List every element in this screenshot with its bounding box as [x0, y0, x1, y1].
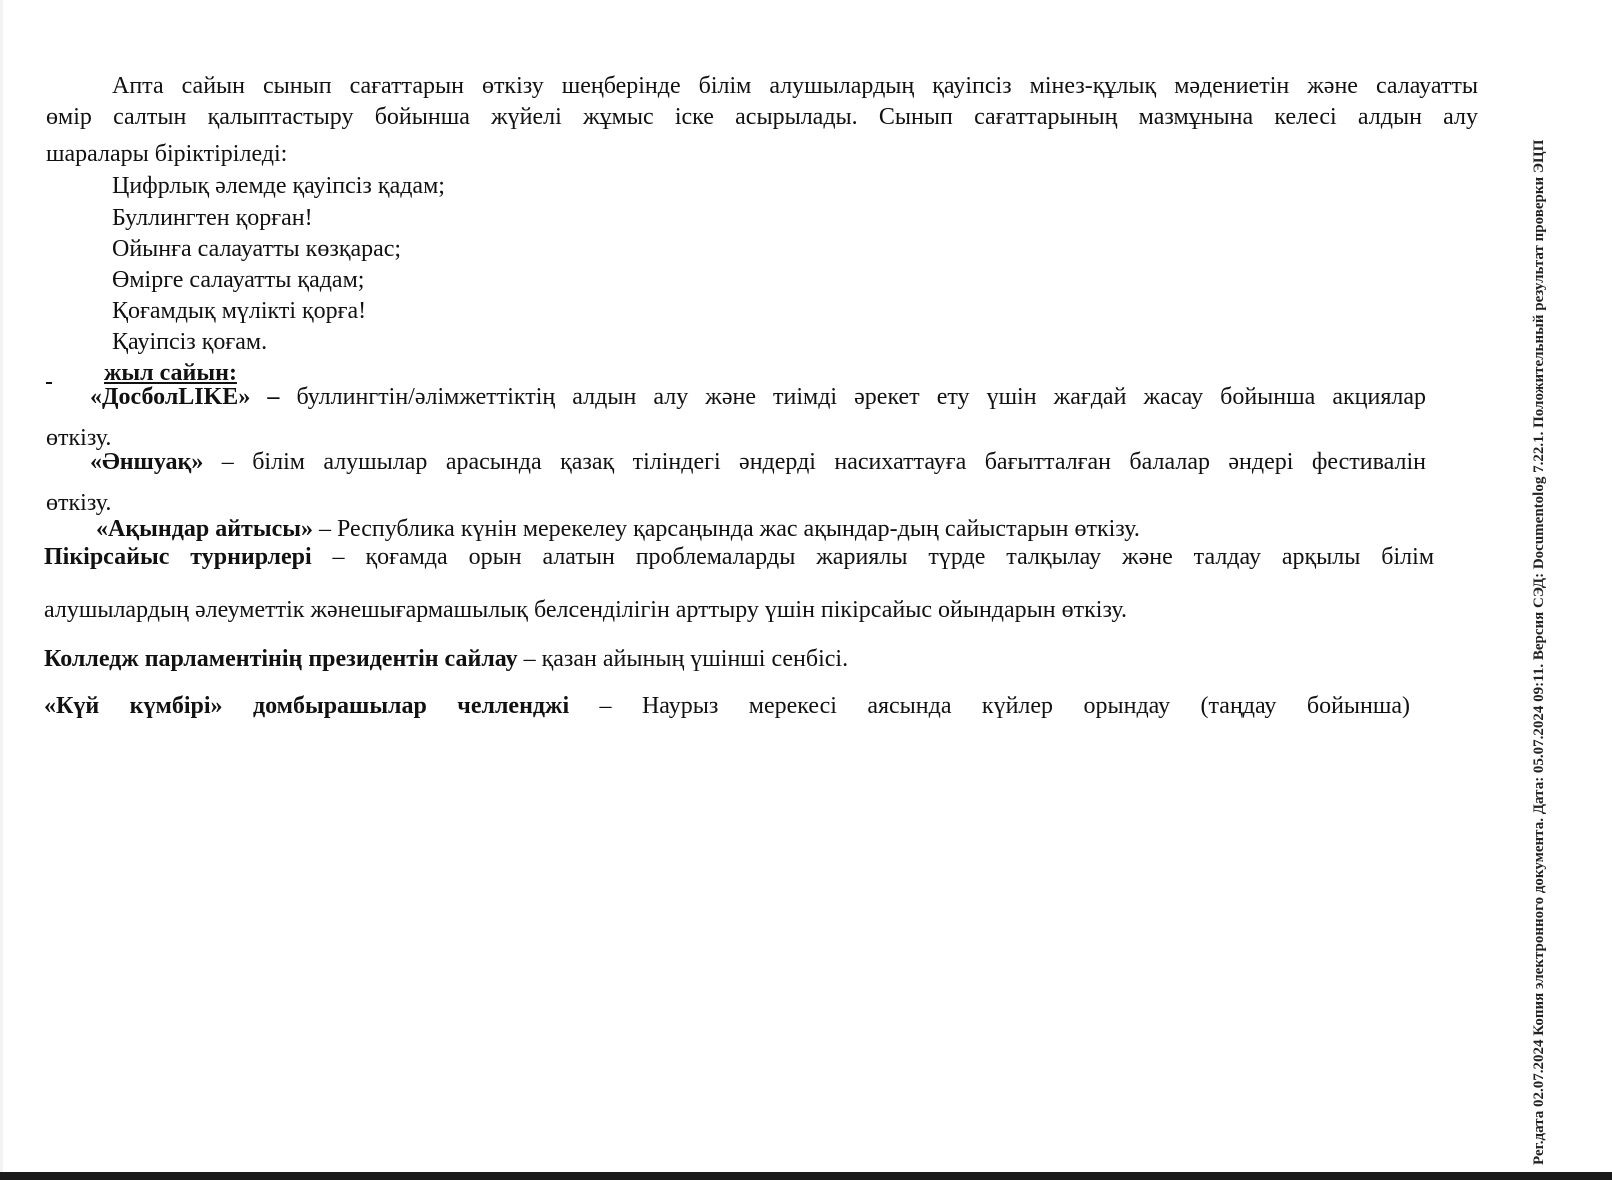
event-kui-title: «Күй күмбірі» домбырашылар челленджі	[44, 693, 570, 719]
event-dosbol-text: буллингтін/әлімжеттіктің алдын алу және тиімді әрекет ету үшін жағдай жасау бойынша акциялар	[296, 384, 1427, 410]
event-dosbol-line-2: өткізу.	[46, 425, 112, 451]
event-debate-title: Пікірсайыс турнирлері	[44, 544, 312, 570]
topic-item: Қауіпсіз қоғам.	[112, 329, 268, 355]
event-parliament-text: – қазан айының үшінші сенбісі.	[523, 646, 849, 672]
event-debate-line-2: алушылардың әлеуметтік жәнешығармашылық белсенділігін арттыру үшін пікірсайыс ойындарын өткізу.	[44, 597, 1128, 623]
scan-bottom-bar	[0, 1172, 1612, 1180]
topic-item: Қоғамдық мүлікті қорға!	[112, 298, 367, 324]
annual-heading-text: жыл сайын:	[104, 360, 237, 386]
topic-item: Ойынға салауатты көзқарас;	[112, 236, 402, 262]
event-parliament	[44, 645, 848, 673]
event-dosbol-line-1	[90, 383, 1426, 411]
paragraph-1-line-3: шаралары біріктіріледі:	[46, 141, 288, 167]
topic-item: Буллингтен қорған!	[112, 205, 313, 231]
topic-item: Өмірге салауатты қадам;	[112, 267, 365, 293]
event-parliament-title: Колледж парламентінің президентін сайлау	[44, 646, 518, 672]
scan-left-edge	[0, 0, 3, 1180]
event-debate-line-1	[44, 543, 1434, 571]
event-debate-text: – қоғамда орын алатын проблемаларды жариялы түрде талқылау және талдау арқылы білім	[332, 544, 1435, 570]
event-anshuaq-text: – білім алушылар арасында қазақ тіліндегі әндерді насихаттауға бағытталған балалар әндері фестивалін	[221, 449, 1427, 475]
event-anshuaq-line-2: өткізу.	[46, 490, 112, 516]
event-aitys-title: «Ақындар айтысы»	[96, 516, 313, 542]
paragraph-1-line-2: өмір салтын қалыптастыру бойынша жүйелі жұмыс іске асырылады. Сынып сағаттарының мазмұнына келесі алдын алу	[46, 104, 1478, 130]
event-anshuaq-line-1	[90, 448, 1426, 476]
paragraph-1-line-1: Апта сайын сынып сағаттарын өткізу шеңберінде білім алушылардың қауіпсіз мінез-құлық мәдениетін және салауатты	[112, 73, 1478, 99]
event-aitys-text: – Республика күнін мерекелеу қарсаңында жас ақындар-дың сайыстарын өткізу.	[318, 516, 1140, 542]
topic-item: Цифрлық әлемде қауіпсіз қадам;	[112, 173, 445, 199]
event-anshuaq-title: «Әншуақ»	[90, 449, 204, 475]
event-dosbol-title: «ДосболLIKE» –	[90, 384, 280, 410]
event-aitys	[96, 515, 1140, 543]
event-kui-text: – Наурыз мерекесі аясында күйлер орындау (таңдау бойынша)	[599, 693, 1411, 719]
event-kui	[44, 692, 1410, 720]
electronic-document-stamp: Рег.дата 02.07.2024 Копия электронного документа. Дата: 05.07.2024 09:11. Версия СЭД: Documentolog 7.22.1. Положительный результат проверки ЭЦП	[1531, 139, 1547, 1165]
